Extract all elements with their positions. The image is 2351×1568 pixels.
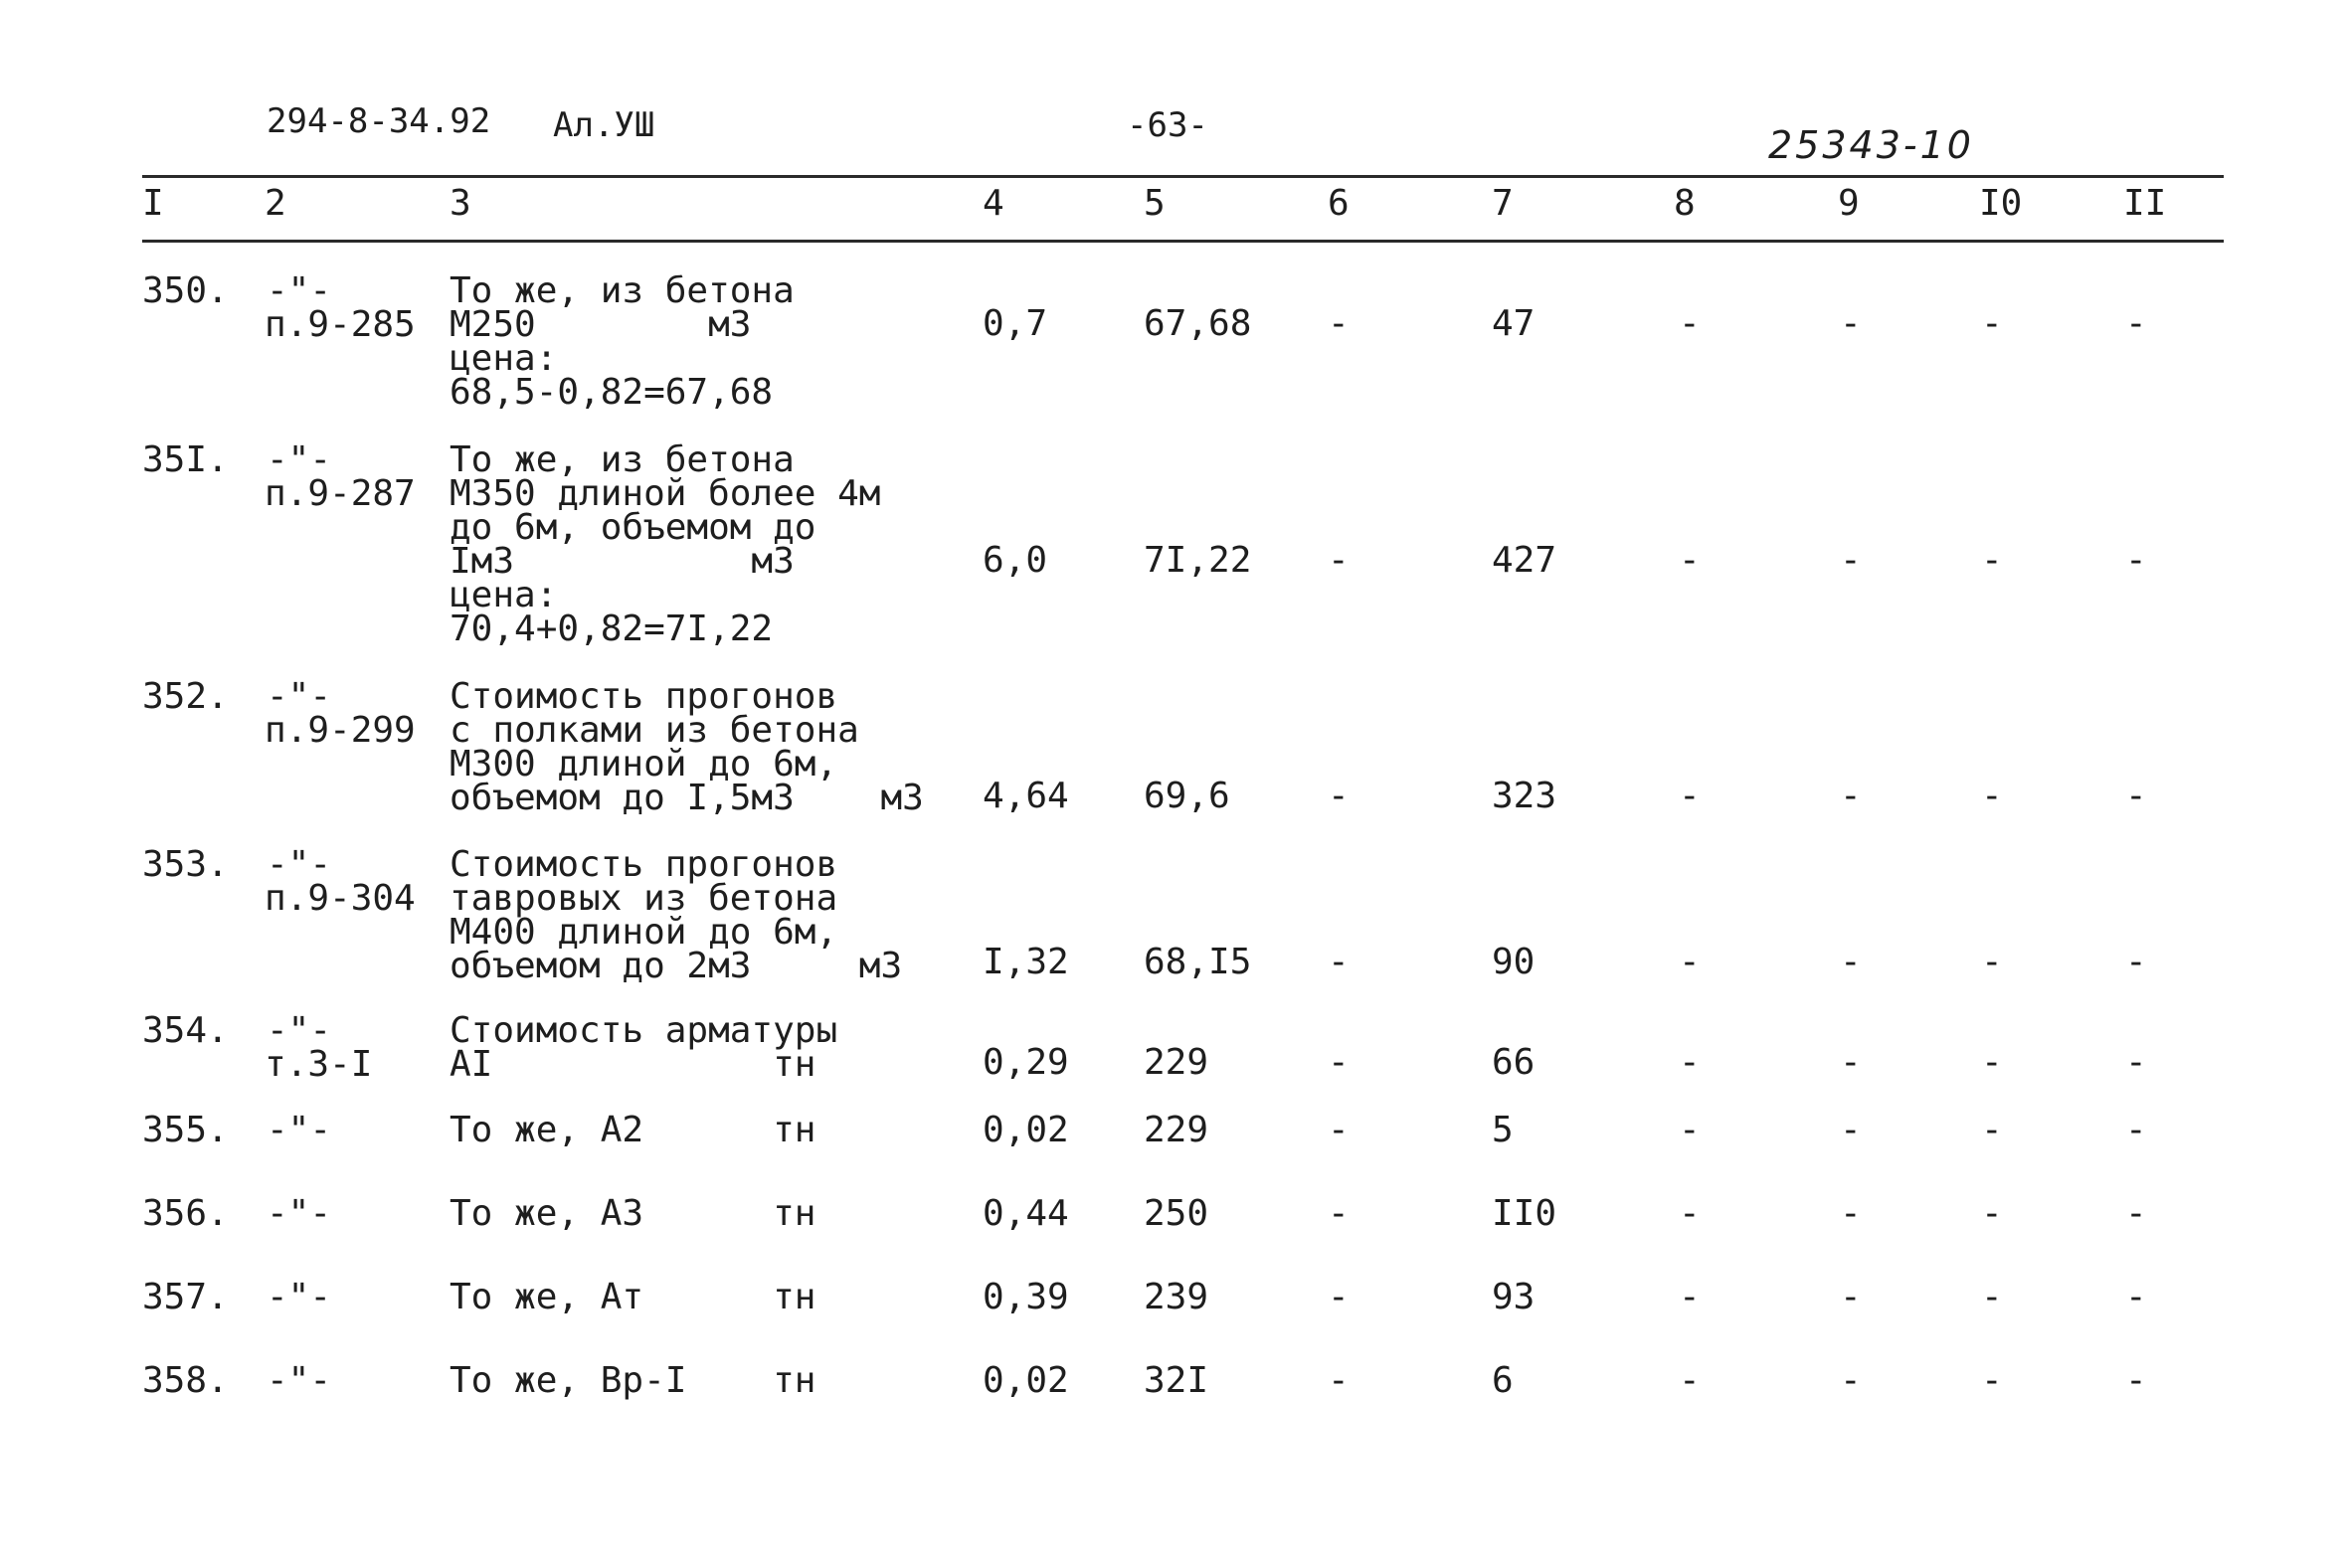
unit-price: 68,I5 xyxy=(1144,942,1252,982)
description-line: Iм3 м3 xyxy=(450,541,795,582)
unit-price: 7I,22 xyxy=(1144,540,1252,581)
col6-dash: - xyxy=(1328,1277,1350,1317)
column-number: II xyxy=(2123,183,2167,224)
col9-dash: - xyxy=(1840,1110,1862,1150)
col9-dash: - xyxy=(1840,303,1862,344)
description-line: То же, А3 тн xyxy=(450,1193,816,1234)
description-line: Стоимость прогонов xyxy=(450,844,838,885)
col10-dash: - xyxy=(1981,1110,2003,1150)
col8-dash: - xyxy=(1679,1193,1701,1234)
reference-line: -"- xyxy=(267,1360,332,1401)
description-line: цена: xyxy=(450,338,558,379)
reference-line: -"- xyxy=(267,1110,332,1150)
quantity: 6,0 xyxy=(983,540,1048,581)
quantity: 0,7 xyxy=(983,303,1048,344)
description-line: М250 м3 xyxy=(450,304,752,345)
description-line: То же, из бетона xyxy=(450,270,795,311)
col9-dash: - xyxy=(1840,540,1862,581)
reference-line: -"- xyxy=(267,1010,332,1051)
reference-line: -"- xyxy=(267,676,332,717)
description-line: до 6м, объемом до xyxy=(450,507,816,548)
col11-dash: - xyxy=(2125,303,2147,344)
col8-dash: - xyxy=(1679,1277,1701,1317)
quantity: 4,64 xyxy=(983,776,1069,816)
column-number: 6 xyxy=(1328,183,1350,224)
unit-price: 229 xyxy=(1144,1110,1209,1150)
col10-dash: - xyxy=(1981,776,2003,816)
row-number: 354. xyxy=(142,1010,229,1051)
col11-dash: - xyxy=(2125,1360,2147,1401)
quantity: 0,44 xyxy=(983,1193,1069,1234)
col6-dash: - xyxy=(1328,1110,1350,1150)
reference-line: п.9-299 xyxy=(265,710,416,751)
row-number: 350. xyxy=(142,270,229,311)
reference-line: -"- xyxy=(267,1277,332,1317)
total-cost: 47 xyxy=(1492,303,1536,344)
col6-dash: - xyxy=(1328,1193,1350,1234)
col8-dash: - xyxy=(1679,1042,1701,1083)
column-number: I xyxy=(142,183,164,224)
column-number: 5 xyxy=(1144,183,1166,224)
row-number: 353. xyxy=(142,844,229,885)
reference-line: -"- xyxy=(267,1193,332,1234)
col10-dash: - xyxy=(1981,1042,2003,1083)
description-line: объемом до I,5м3 м3 xyxy=(450,778,924,818)
description-line: объемом до 2м3 м3 xyxy=(450,946,903,986)
col9-dash: - xyxy=(1840,1193,1862,1234)
total-cost: 66 xyxy=(1492,1042,1536,1083)
col6-dash: - xyxy=(1328,303,1350,344)
total-cost: 5 xyxy=(1492,1110,1514,1150)
total-cost: 90 xyxy=(1492,942,1536,982)
unit-price: 67,68 xyxy=(1144,303,1252,344)
row-number: 35I. xyxy=(142,439,229,480)
description-line: То же, А2 тн xyxy=(450,1110,816,1150)
quantity: I,32 xyxy=(983,942,1069,982)
col9-dash: - xyxy=(1840,776,1862,816)
unit-price: 32I xyxy=(1144,1360,1209,1401)
col11-dash: - xyxy=(2125,1277,2147,1317)
description-line: Стоимость арматуры xyxy=(450,1010,838,1051)
col10-dash: - xyxy=(1981,540,2003,581)
col10-dash: - xyxy=(1981,942,2003,982)
col11-dash: - xyxy=(2125,540,2147,581)
reference-line: -"- xyxy=(267,439,332,480)
col10-dash: - xyxy=(1981,1360,2003,1401)
col8-dash: - xyxy=(1679,1110,1701,1150)
description-line: Стоимость прогонов xyxy=(450,676,838,717)
col10-dash: - xyxy=(1981,303,2003,344)
total-cost: 427 xyxy=(1492,540,1557,581)
col6-dash: - xyxy=(1328,1042,1350,1083)
total-cost: 323 xyxy=(1492,776,1557,816)
unit-price: 69,6 xyxy=(1144,776,1230,816)
col8-dash: - xyxy=(1679,1360,1701,1401)
col8-dash: - xyxy=(1679,776,1701,816)
album-label: Ал.УШ xyxy=(553,105,655,145)
row-number: 355. xyxy=(142,1110,229,1150)
description-line: М400 длиной до 6м, xyxy=(450,912,838,953)
col9-dash: - xyxy=(1840,942,1862,982)
col6-dash: - xyxy=(1328,776,1350,816)
col11-dash: - xyxy=(2125,1110,2147,1150)
col11-dash: - xyxy=(2125,1193,2147,1234)
row-number: 358. xyxy=(142,1360,229,1401)
reference-line: п.9-304 xyxy=(265,878,416,919)
col9-dash: - xyxy=(1840,1360,1862,1401)
quantity: 0,02 xyxy=(983,1360,1069,1401)
unit-price: 250 xyxy=(1144,1193,1209,1234)
description-line: цена: xyxy=(450,575,558,615)
col11-dash: - xyxy=(2125,776,2147,816)
description-line: 70,4+0,82=7I,22 xyxy=(450,609,774,649)
col11-dash: - xyxy=(2125,942,2147,982)
col8-dash: - xyxy=(1679,540,1701,581)
reference-line: п.9-287 xyxy=(265,473,416,514)
column-number: 7 xyxy=(1492,183,1514,224)
description-line: То же, Ат тн xyxy=(450,1277,816,1317)
column-number: 3 xyxy=(450,183,471,224)
col6-dash: - xyxy=(1328,942,1350,982)
column-number: 8 xyxy=(1674,183,1696,224)
total-cost: 6 xyxy=(1492,1360,1514,1401)
row-number: 357. xyxy=(142,1277,229,1317)
column-number: 2 xyxy=(265,183,286,224)
col8-dash: - xyxy=(1679,942,1701,982)
column-number: I0 xyxy=(1979,183,2023,224)
unit-price: 239 xyxy=(1144,1277,1209,1317)
column-number: 9 xyxy=(1838,183,1860,224)
reference-line: п.9-285 xyxy=(265,304,416,345)
col6-dash: - xyxy=(1328,1360,1350,1401)
quantity: 0,39 xyxy=(983,1277,1069,1317)
quantity: 0,29 xyxy=(983,1042,1069,1083)
reference-line: -"- xyxy=(267,270,332,311)
table-header-rule xyxy=(142,240,2224,243)
row-number: 352. xyxy=(142,676,229,717)
description-line: М300 длиной до 6м, xyxy=(450,744,838,784)
handwritten-number: 25343-10 xyxy=(1768,123,1974,167)
col10-dash: - xyxy=(1981,1277,2003,1317)
col6-dash: - xyxy=(1328,540,1350,581)
page-number: -63- xyxy=(1127,105,1208,145)
description-line: тавровых из бетона xyxy=(450,878,838,919)
description-line: 68,5-0,82=67,68 xyxy=(450,372,774,413)
total-cost: II0 xyxy=(1492,1193,1557,1234)
quantity: 0,02 xyxy=(983,1110,1069,1150)
col10-dash: - xyxy=(1981,1193,2003,1234)
table-top-rule xyxy=(142,175,2224,178)
row-number: 356. xyxy=(142,1193,229,1234)
column-number: 4 xyxy=(983,183,1004,224)
description-line: с полками из бетона xyxy=(450,710,859,751)
description-line: АI тн xyxy=(450,1044,816,1085)
reference-line: -"- xyxy=(267,844,332,885)
description-line: То же, Вр-I тн xyxy=(450,1360,816,1401)
description-line: М350 длиной более 4м xyxy=(450,473,881,514)
col11-dash: - xyxy=(2125,1042,2147,1083)
col9-dash: - xyxy=(1840,1042,1862,1083)
description-line: То же, из бетона xyxy=(450,439,795,480)
document-code: 294-8-34.92 xyxy=(267,101,491,141)
col8-dash: - xyxy=(1679,303,1701,344)
col9-dash: - xyxy=(1840,1277,1862,1317)
unit-price: 229 xyxy=(1144,1042,1209,1083)
total-cost: 93 xyxy=(1492,1277,1536,1317)
reference-line: т.3-I xyxy=(265,1044,373,1085)
